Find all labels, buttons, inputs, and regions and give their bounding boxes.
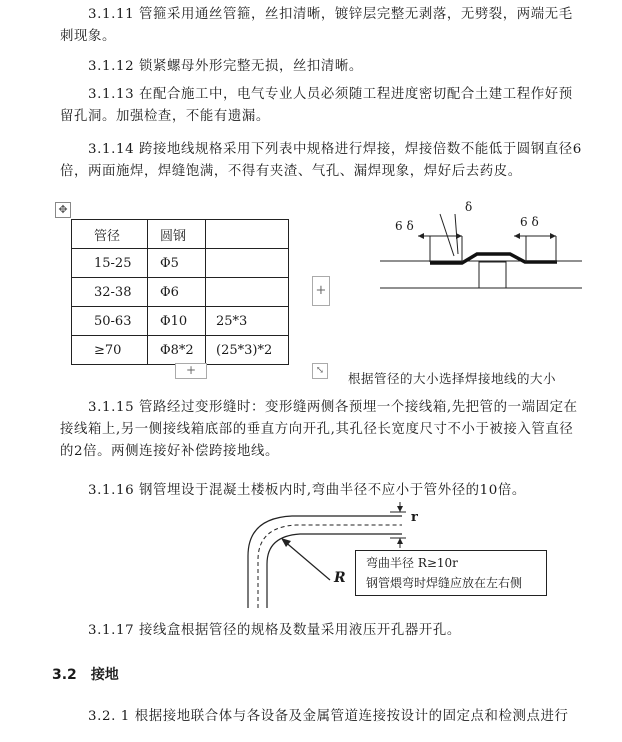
table-cell[interactable]: Φ8*2 <box>148 336 206 365</box>
bend-label-R: R <box>334 570 346 586</box>
paragraph-3-2-1: 3.2. 1 根据接地联合体与各设备及金属管道连接按设计的固定点和检测点进行 <box>88 709 569 724</box>
paragraph-3-1-15: 3.1.15 管路经过变形缝时：变形缝两侧各预埋一个接线箱,先把管的一端固定在接线箱上,另一侧接线箱底部的垂直方向开孔,其孔径长宽度尺寸不小于被接入管直径的2倍。两侧连接好补偿跨接地线。 <box>60 400 578 459</box>
table-cell[interactable]: 50-63 <box>72 307 148 336</box>
section-heading <box>52 664 133 684</box>
table-row <box>72 278 289 307</box>
table-caption: 根据管径的大小选择焊接地线的大小 <box>348 371 557 386</box>
table-cell[interactable] <box>206 249 289 278</box>
table-cell[interactable] <box>206 278 289 307</box>
table-header-row <box>72 220 289 249</box>
table-cell[interactable]: ≥70 <box>72 336 148 365</box>
table-move-handle-icon[interactable]: ✥ <box>55 202 71 218</box>
table-row <box>72 249 289 278</box>
paragraph-3-1-11: 3.1.11 管箍采用通丝管箍，丝扣清晰，镀锌层完整无剥落，无劈裂，两端无毛刺现象。 <box>60 7 573 44</box>
table-cell[interactable]: 32-38 <box>72 278 148 307</box>
table-cell[interactable]: Φ5 <box>148 249 206 278</box>
table-cell[interactable]: 25*3 <box>206 307 289 336</box>
bend-label-r: r <box>411 510 418 525</box>
table-cell[interactable]: 15-25 <box>72 249 148 278</box>
weld-label-6delta-left: 6 δ <box>395 219 414 233</box>
bend-note-box <box>355 550 547 596</box>
paragraph-3-1-14: 3.1.14 跨接地线规格采用下列表中规格进行焊接，焊接倍数不能低于圆钢直径6倍，两面施焊，焊缝饱满，不得有夹渣、气孔、漏焊现象，焊好后去药皮。 <box>60 142 582 179</box>
paragraph-3-1-16: 3.1.16 钢管埋设于混凝土楼板内时,弯曲半径不应小于管外径的10倍。 <box>88 483 526 498</box>
weld-label-delta: δ <box>465 200 473 214</box>
welding-spec-table <box>71 219 289 365</box>
bend-note-line-1: 弯曲半径 R≥10r <box>366 556 458 570</box>
table-header-cell[interactable] <box>206 220 289 249</box>
table-header-cell[interactable]: 管径 <box>72 220 148 249</box>
paragraph-3-1-13: 3.1.13 在配合施工中，电气专业人员必须随工程进度密切配合土建工程作好预留孔洞。加强检查，不能有遗漏。 <box>60 87 573 124</box>
weld-label-6delta-right: 6 δ <box>520 215 539 229</box>
paragraph-3-1-12: 3.1.12 锁紧螺母外形完整无损，丝扣清晰。 <box>88 59 363 74</box>
bend-note-line-2: 钢管煨弯时焊缝应放在左右侧 <box>366 576 523 590</box>
table-header-cell[interactable]: 圆钢 <box>148 220 206 249</box>
table-row <box>72 307 289 336</box>
table-row <box>72 336 289 365</box>
table-cell[interactable]: Φ10 <box>148 307 206 336</box>
table-resize-handle-icon[interactable]: ⤡ <box>312 363 328 379</box>
table-cell[interactable]: Φ6 <box>148 278 206 307</box>
table-cell[interactable]: (25*3)*2 <box>206 336 289 365</box>
paragraph-3-1-17: 3.1.17 接线盒根据管径的规格及数量采用液压开孔器开孔。 <box>88 623 461 638</box>
add-column-button[interactable]: + <box>312 276 330 306</box>
add-row-button[interactable]: + <box>175 363 207 379</box>
section-title: 接地 <box>90 667 119 683</box>
section-number: 3.2 <box>52 667 77 683</box>
